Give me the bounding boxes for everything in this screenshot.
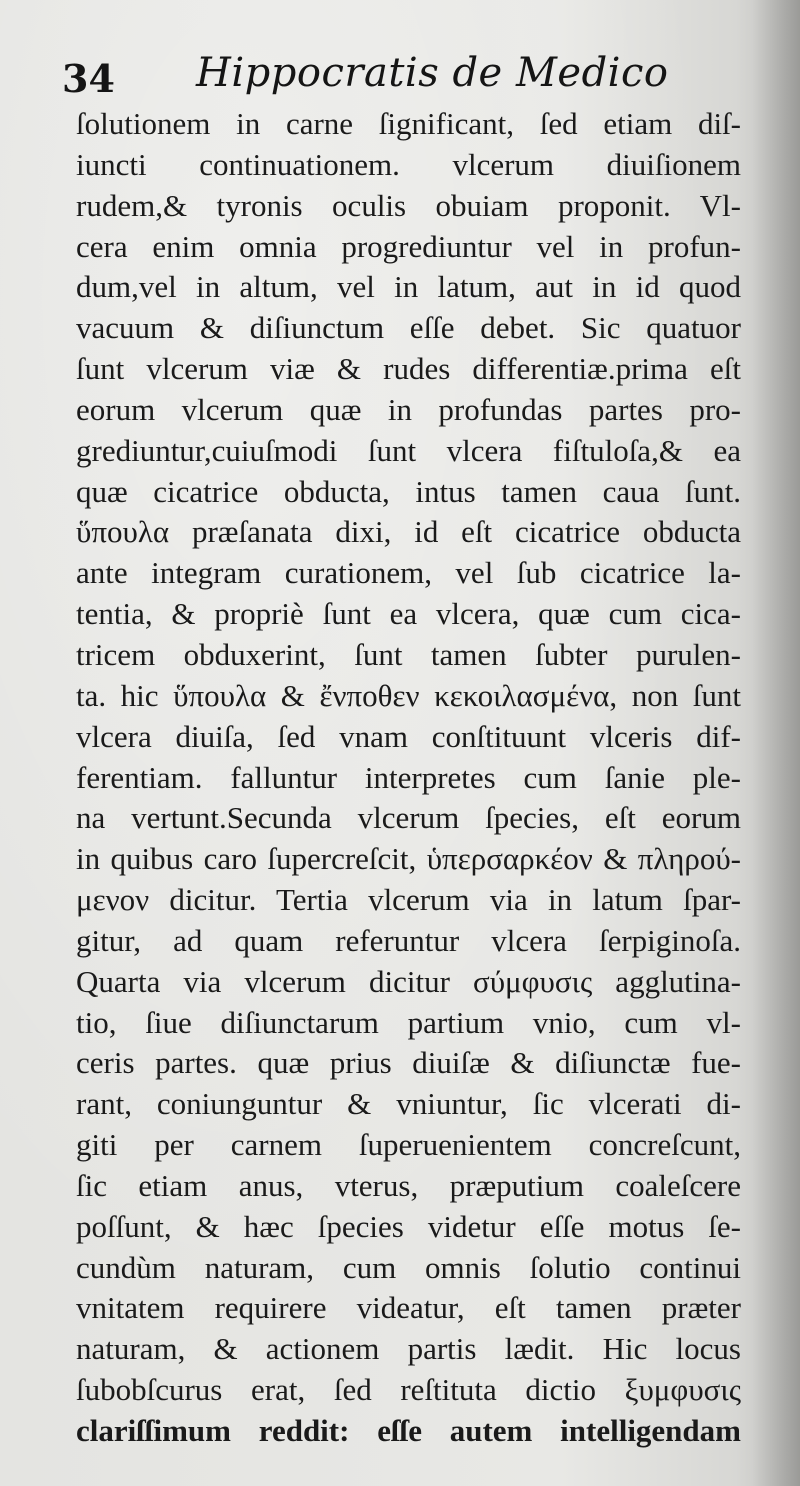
text-line: Quarta via vlcerum dicitur σύμφυσις agglutina-: [76, 963, 741, 999]
text-line: ſunt vlcerum viæ & rudes differentiæ.prima eſt: [76, 351, 741, 387]
page-number: 34: [62, 56, 115, 101]
text-line: cera enim omnia progrediuntur vel in profun-: [76, 228, 741, 264]
text-line: ſic etiam anus, vterus, præputium coaleſcere: [76, 1167, 741, 1203]
body-text: [76, 104, 741, 1452]
text-line: eorum vlcerum quæ in profundas partes pro-: [76, 391, 741, 427]
text-line: tentia, & propriè ſunt ea vlcera, quæ cum cica-: [76, 596, 741, 632]
text-line: ceris partes. quæ prius diuiſæ & diſiunctæ fue-: [76, 1045, 741, 1081]
text-line: rudem,& tyronis oculis obuiam proponit. Vl-: [76, 187, 741, 223]
text-line: in quibus caro ſupercreſcit, ὑπερσαρκέον & πληρού-: [76, 841, 741, 877]
page-gutter-shadow: [752, 0, 800, 1486]
text-line: rant, coniunguntur & vniuntur, ſic vlcerati di-: [76, 1086, 741, 1122]
text-line: naturam, & actionem partis lædit. Hic locus: [76, 1331, 741, 1367]
text-line: μενον dicitur. Tertia vlcerum via in latum ſpar-: [76, 882, 741, 918]
text-line: ſubobſcurus erat, ſed reſtituta dictio ξυμφυσις: [76, 1372, 741, 1408]
text-line: ὕπουλα præſanata dixi, id eſt cicatrice obducta: [76, 514, 741, 550]
text-line: iuncti continuationem. vlcerum diuiſionem: [76, 146, 741, 182]
text-line: vacuum & diſiunctum eſſe debet. Sic quatuor: [76, 310, 741, 346]
text-line: grediuntur,cuiuſmodi ſunt vlcera fiſtuloſa,& ea: [76, 432, 741, 468]
text-line: ante integram curationem, vel ſub cicatrice la-: [76, 555, 741, 591]
text-line: na vertunt.Secunda vlcerum ſpecies, eſt eorum: [76, 800, 741, 836]
text-line: tricem obduxerint, ſunt tamen ſubter purulen-: [76, 636, 741, 672]
text-line: tio, ſiue diſiunctarum partium vnio, cum vl-: [76, 1004, 741, 1040]
text-line: poſſunt, & hæc ſpecies videtur eſſe motus ſe-: [76, 1208, 741, 1244]
text-line: ſolutionem in carne ſignificant, ſed etiam diſ-: [76, 106, 741, 141]
text-line: vnitatem requirere videatur, eſt tamen præter: [76, 1290, 741, 1326]
text-line: quæ cicatrice obducta, intus tamen caua ſunt.: [76, 473, 741, 509]
page-header: [62, 50, 762, 110]
text-line: cundùm naturam, cum omnis ſolutio continui: [76, 1249, 741, 1285]
text-line: giti per carnem ſuperuenientem concreſcunt,: [76, 1127, 741, 1163]
text-line: gitur, ad quam referuntur vlcera ſerpiginoſa.: [76, 922, 741, 958]
text-line: vlcera diuiſa, ſed vnam conſtituunt vlceris dif-: [76, 718, 741, 754]
text-line: clariſſimum reddit: eſſe autem intelligendam: [76, 1413, 741, 1448]
text-line: ta. hic ὕπουλα & ἔνποθεν κεκοιλασμένα, non ſunt: [76, 677, 741, 713]
running-title: Hippocratis de Medico: [196, 50, 669, 96]
text-line: ferentiam. falluntur interpretes cum ſanie ple-: [76, 759, 741, 795]
text-line: dum,vel in altum, vel in latum, aut in id quod: [76, 269, 741, 305]
